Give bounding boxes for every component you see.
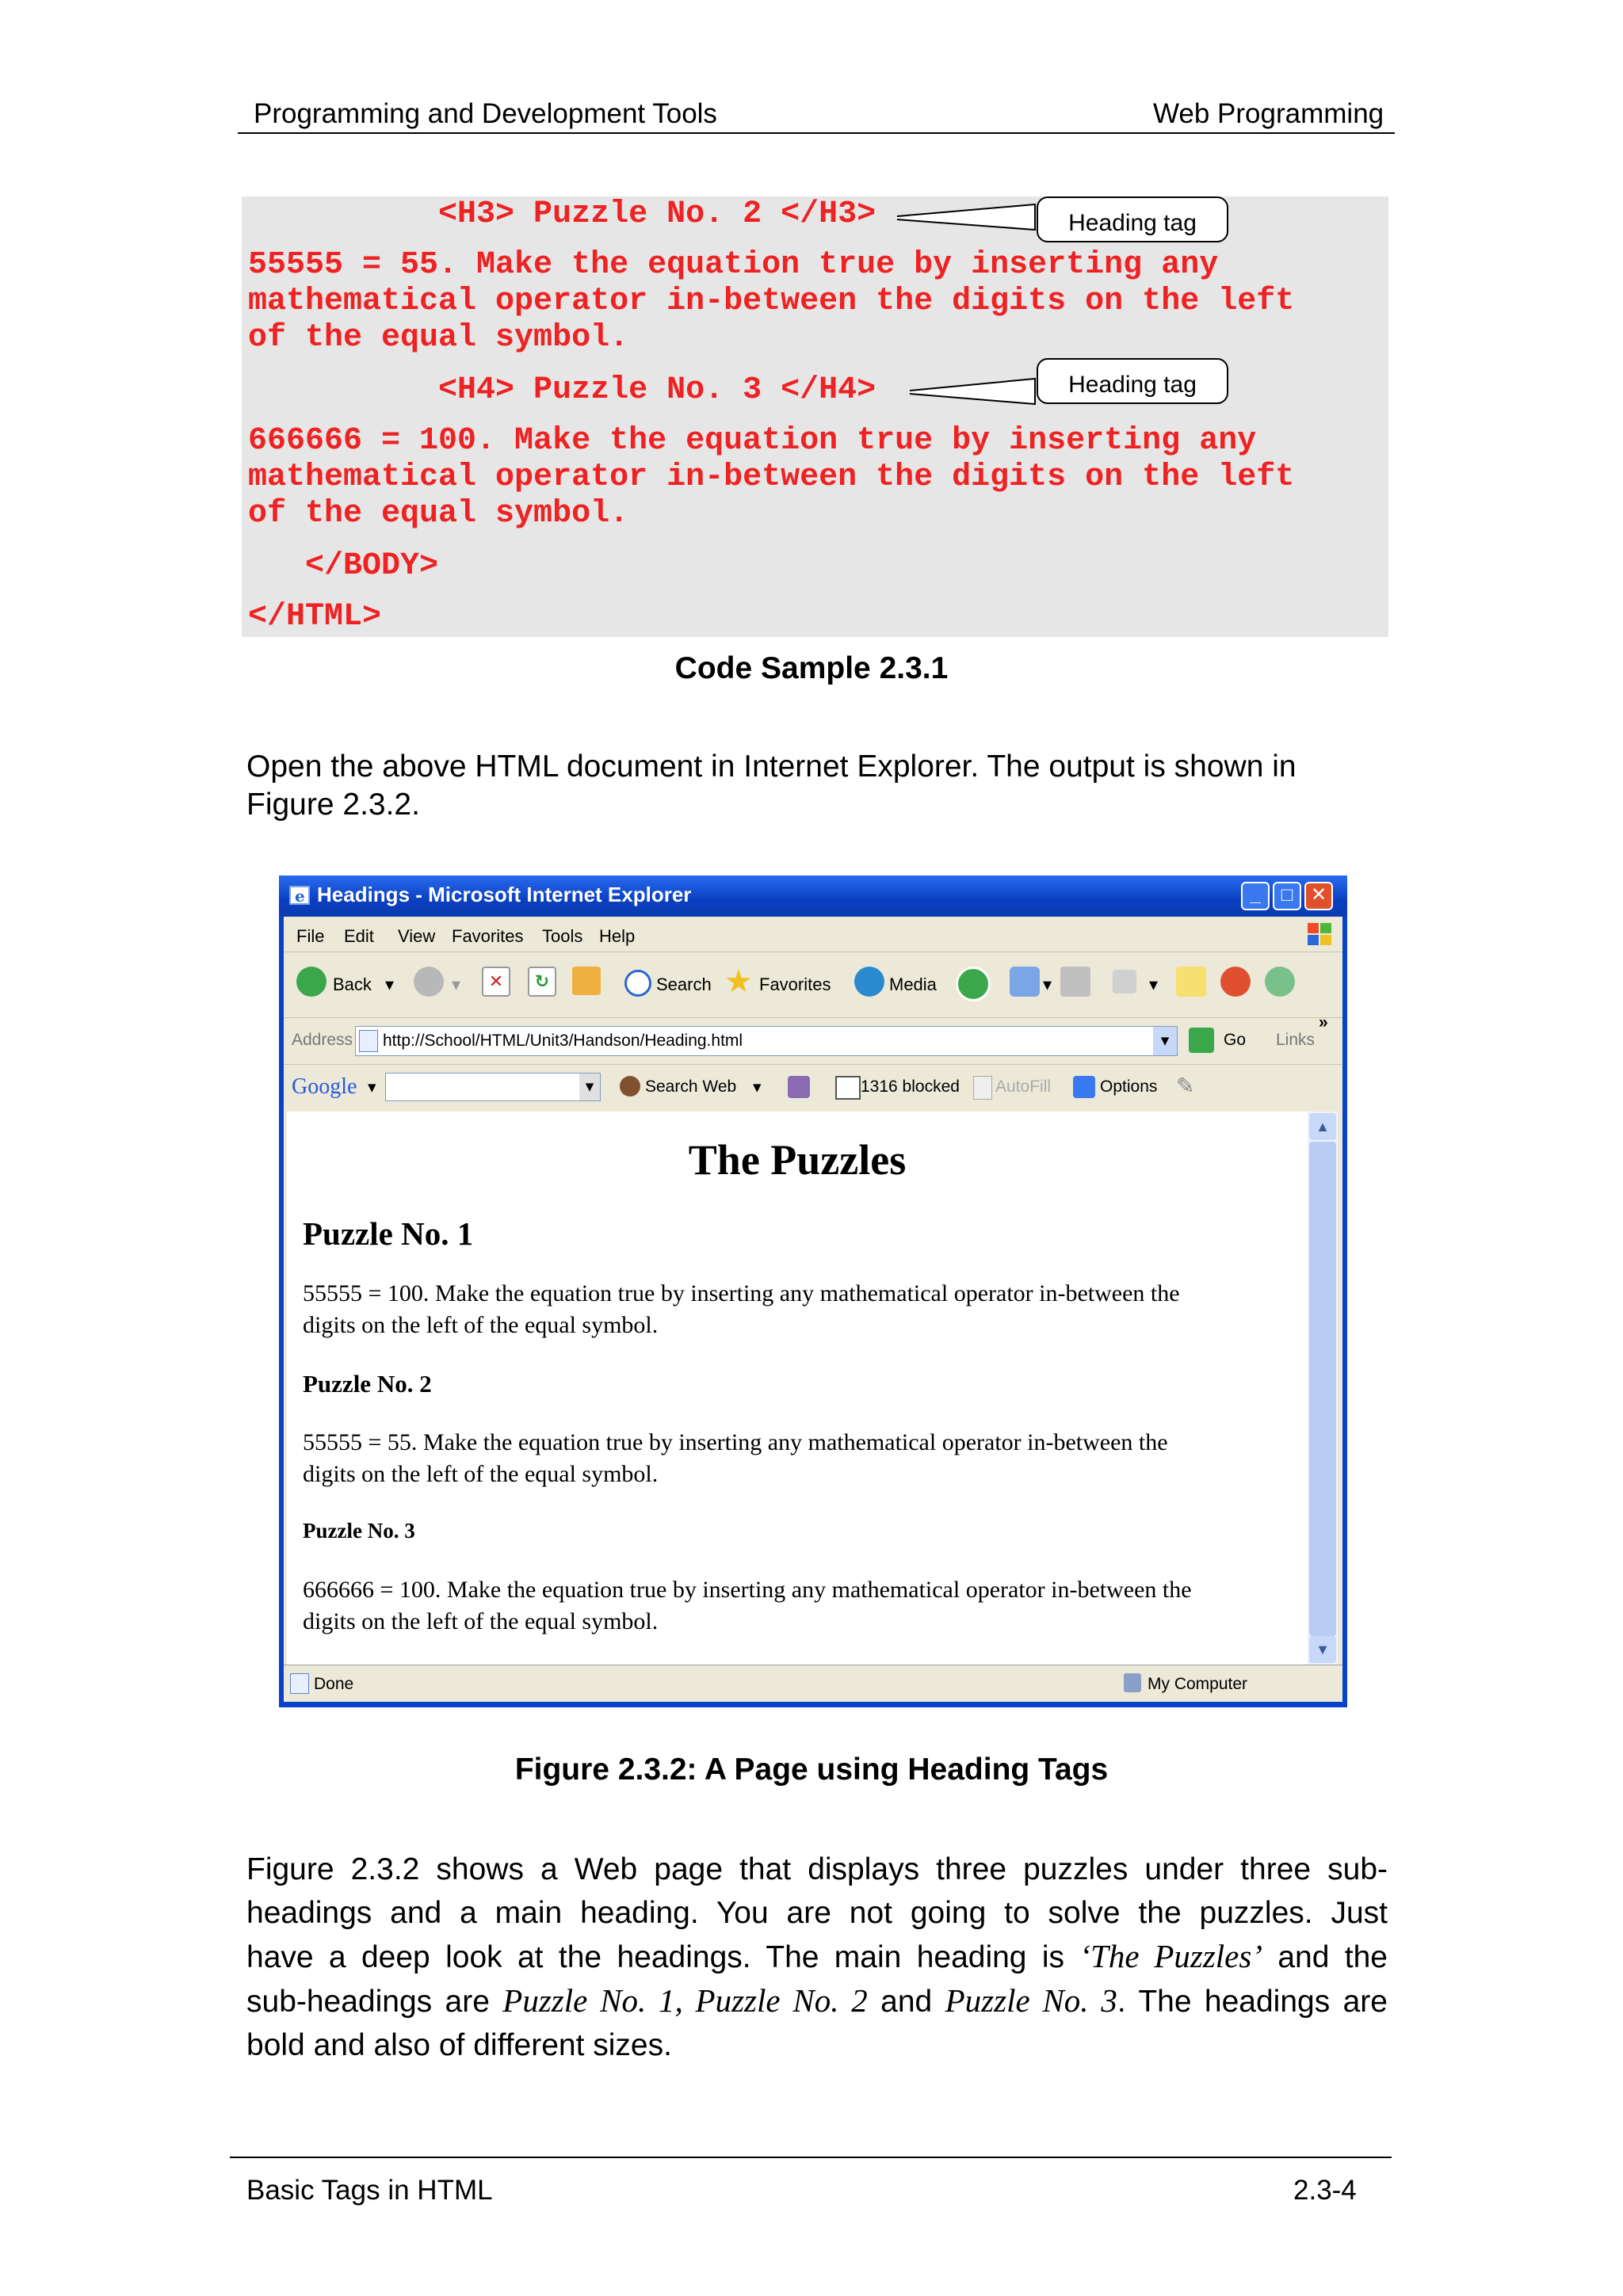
body-line [246, 1935, 1388, 1979]
google-search-input[interactable] [385, 1073, 601, 1101]
computer-icon [1124, 1673, 1141, 1692]
window-title: Headings - Microsoft Internet Explorer [317, 883, 692, 906]
page-paragraph-line: 55555 = 100. Make the equation true by inserting any mathematical operator in-between the [303, 1280, 1180, 1306]
autofill-button[interactable]: AutoFill [995, 1077, 1052, 1096]
footer-rule [230, 2157, 1392, 2158]
links-label[interactable]: Links [1276, 1031, 1316, 1049]
body-text: have a deep look at the headings. The main heading is [246, 1940, 1065, 1974]
forward-arrow-icon[interactable] [414, 967, 444, 997]
mail-dropdown-icon[interactable]: ▾ [1043, 974, 1052, 994]
page-content [287, 1112, 1308, 1665]
google-search-dropdown-icon[interactable]: ▾ [579, 1074, 600, 1100]
search-icon[interactable] [624, 970, 651, 997]
body-paragraph [246, 1848, 1388, 2067]
emphasis-text: Puzzle No. 3 [945, 1982, 1117, 2019]
callout-pointers [0, 0, 1623, 634]
page-paragraph-line: digits on the left of the equal symbol. [303, 1312, 659, 1338]
body-line: bold and also of different sizes. [246, 2028, 672, 2062]
code-sample-caption: Code Sample 2.3.1 [674, 651, 949, 685]
scroll-thumb[interactable] [1309, 1142, 1336, 1636]
google-toolbar [284, 1065, 1342, 1109]
body-line [246, 1979, 1388, 2023]
intro-text [246, 745, 1388, 826]
svg-text:e: e [295, 887, 305, 906]
header-left: Programming and Development Tools [254, 98, 717, 129]
go-arrow-icon[interactable] [1189, 1028, 1214, 1053]
intro-line: Figure 2.3.2. [246, 788, 420, 822]
code-line: 666666 = 100. Make the equation true by inserting any [248, 423, 1257, 459]
body-line: headings and a main heading. You are not going to solve the puzzles. Just [246, 1896, 1388, 1930]
page-h3: Puzzle No. 2 [303, 1370, 432, 1398]
body-text: sub-headings are [246, 1985, 490, 2019]
scroll-up-button[interactable]: ▲ [1309, 1113, 1336, 1140]
menu-view[interactable]: View [398, 926, 436, 946]
address-value: http://School/HTML/Unit3/Handson/Heading.html [383, 1032, 743, 1050]
options-icon[interactable] [1073, 1076, 1095, 1098]
binoculars-icon[interactable] [620, 1076, 640, 1097]
edit-dropdown-icon[interactable]: ▾ [1149, 974, 1159, 994]
favorites-button[interactable]: Favorites [759, 974, 831, 994]
emphasis-text: ‘The Puzzles’ [1079, 1938, 1262, 1974]
page-paragraph-line: digits on the left of the equal symbol. [303, 1608, 659, 1634]
code-line: </BODY> [248, 548, 439, 584]
menu-help[interactable]: Help [599, 926, 636, 946]
page-paragraph [303, 1427, 1168, 1490]
done-page-icon [290, 1673, 309, 1694]
standard-toolbar [284, 952, 1342, 1018]
print-icon[interactable] [1060, 967, 1090, 997]
back-button[interactable]: Back [333, 974, 372, 994]
home-icon[interactable] [572, 967, 601, 995]
menu-tools[interactable]: Tools [542, 926, 583, 946]
intro-line: Open the above HTML document in Internet Explorer. The output is shown in [246, 749, 1296, 784]
menu-favorites[interactable]: Favorites [452, 926, 524, 946]
footer-right: 2.3-4 [1293, 2175, 1357, 2206]
scroll-down-button[interactable]: ▼ [1309, 1636, 1336, 1663]
maximize-button[interactable]: □ [1273, 882, 1301, 910]
heading-tag-callout: Heading tag [1037, 196, 1228, 242]
heading-tag-callout: Heading tag [1037, 358, 1228, 404]
code-line: 55555 = 55. Make the equation true by inserting any [248, 247, 1219, 283]
body-text: and [880, 1985, 933, 2019]
menu-file[interactable]: File [296, 926, 325, 946]
search-web-dropdown-icon[interactable]: ▾ [753, 1078, 762, 1097]
minimize-button[interactable]: _ [1241, 882, 1270, 910]
page-paragraph [303, 1574, 1192, 1638]
mail-icon[interactable] [1010, 967, 1040, 997]
google-logo[interactable]: Google [292, 1074, 357, 1099]
code-line: mathematical operator in-between the digits on the left [248, 284, 1295, 319]
menu-bar [284, 917, 1342, 952]
media-button[interactable]: Media [889, 974, 937, 994]
go-button[interactable]: Go [1224, 1031, 1247, 1049]
code-line: <H3> Puzzle No. 2 </H3> [248, 196, 876, 232]
code-line: </HTML> [248, 599, 382, 635]
code-line: mathematical operator in-between the digits on the left [248, 460, 1295, 495]
pencil-icon[interactable]: ✎ [1176, 1074, 1195, 1098]
page-paragraph-line: 55555 = 55. Make the equation true by inserting any mathematical operator in-between the [303, 1429, 1168, 1455]
body-text: . The headings are [1117, 1985, 1388, 2019]
forward-dropdown-icon[interactable]: ▾ [452, 974, 461, 994]
status-bar [284, 1665, 1342, 1702]
close-button[interactable]: ✕ [1304, 882, 1333, 910]
ie-logo-icon [288, 883, 312, 907]
browser-window [279, 875, 1347, 1707]
body-line: Figure 2.3.2 shows a Web page that displays three puzzles under three sub- [246, 1852, 1388, 1886]
popup-blocked-count[interactable]: 1316 blocked [861, 1077, 960, 1096]
figure-caption: Figure 2.3.2: A Page using Heading Tags [514, 1753, 1109, 1787]
media-icon[interactable] [854, 967, 884, 997]
code-line: of the equal symbol. [248, 496, 629, 532]
messenger-icon[interactable] [1220, 967, 1251, 997]
research-icon[interactable] [1265, 967, 1295, 997]
zone-text: My Computer [1148, 1675, 1248, 1693]
back-dropdown-icon[interactable]: ▾ [385, 974, 395, 994]
popup-blocker-icon[interactable] [835, 1076, 861, 1100]
page-paragraph-line: 666666 = 100. Make the equation true by inserting any mathematical operator in-between the [303, 1577, 1192, 1603]
stop-icon[interactable]: ✕ [482, 967, 510, 997]
footer-left: Basic Tags in HTML [246, 2175, 493, 2206]
windows-flag-icon [1304, 920, 1335, 948]
page-h4: Puzzle No. 3 [303, 1519, 415, 1543]
page-paragraph [303, 1278, 1180, 1341]
favorites-star-icon[interactable]: ★ [724, 964, 753, 999]
chevron-right-icon[interactable]: » [1319, 1013, 1328, 1032]
status-text: Done [314, 1675, 354, 1693]
news-icon[interactable] [788, 1076, 810, 1098]
code-line: of the equal symbol. [248, 320, 629, 356]
page-h1: The Puzzles [688, 1136, 907, 1184]
address-input[interactable] [355, 1026, 1178, 1056]
options-button[interactable]: Options [1100, 1077, 1158, 1096]
address-bar [284, 1013, 1342, 1065]
back-arrow-icon[interactable] [296, 967, 327, 997]
discuss-icon[interactable] [1176, 967, 1206, 997]
autofill-icon[interactable] [973, 1076, 992, 1100]
menu-edit[interactable]: Edit [344, 926, 374, 946]
emphasis-text: Puzzle No. 1, Puzzle No. 2 [502, 1982, 868, 2019]
page-paragraph-line: digits on the left of the equal symbol. [303, 1461, 659, 1487]
history-icon[interactable] [956, 967, 991, 1001]
header-right: Web Programming [1153, 98, 1384, 129]
title-bar [279, 875, 1347, 917]
code-line: <H4> Puzzle No. 3 </H4> [248, 372, 876, 408]
google-dropdown-icon[interactable]: ▾ [368, 1078, 376, 1097]
refresh-icon[interactable]: ↻ [528, 967, 556, 997]
search-button[interactable]: Search [656, 974, 712, 994]
body-text: and the [1277, 1940, 1388, 1974]
page-h2: Puzzle No. 1 [303, 1215, 474, 1252]
page-icon [359, 1030, 378, 1052]
vertical-scrollbar[interactable] [1308, 1112, 1338, 1665]
search-web-button[interactable]: Search Web [645, 1077, 737, 1096]
address-dropdown-icon[interactable]: ▾ [1153, 1027, 1177, 1055]
address-label: Address [292, 1031, 353, 1049]
edit-icon[interactable] [1113, 970, 1136, 994]
